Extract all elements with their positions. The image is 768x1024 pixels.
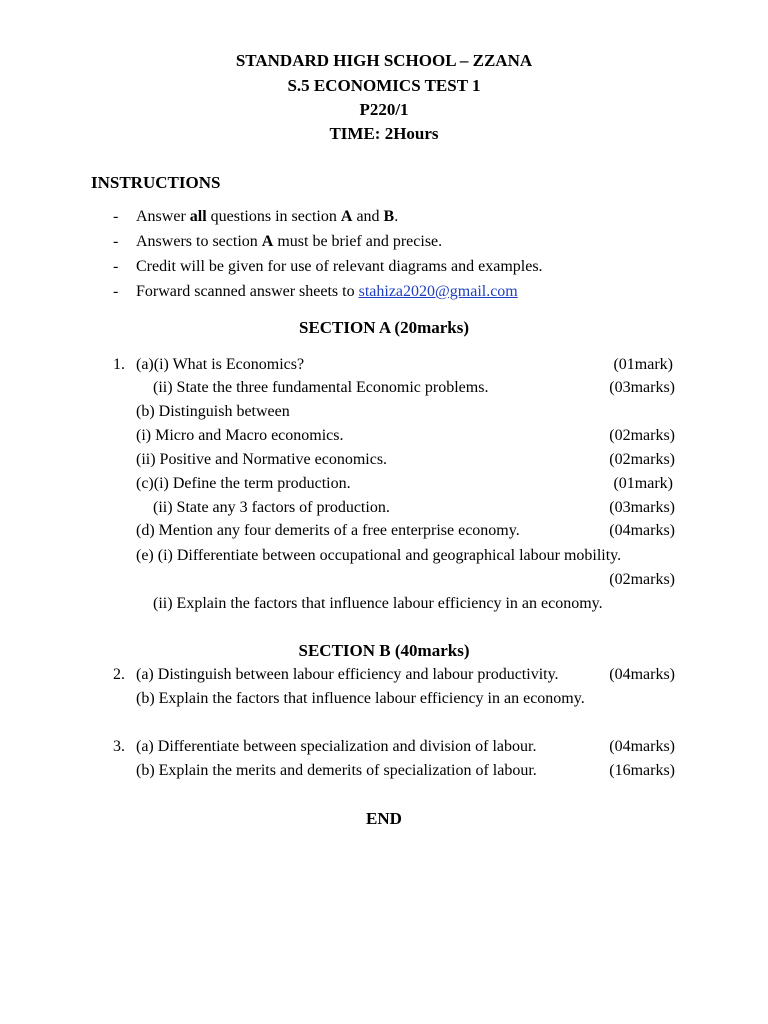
bullet-dash: - xyxy=(113,233,119,250)
question-3b: (b) Explain the merits and demerits of specialization of labour. xyxy=(136,762,537,779)
marks-1c-ii: (03marks) xyxy=(609,499,675,516)
question-3a: (a) Differentiate between specialization and division of labour. xyxy=(136,738,537,755)
marks-1b-i: (02marks) xyxy=(609,427,675,444)
question-1c-ii: (ii) State any 3 factors of production. xyxy=(153,499,390,516)
section-b-heading: SECTION B (40marks) xyxy=(298,641,470,660)
marks-1c-i: (01mark) xyxy=(613,475,673,492)
marks-3b: (16marks) xyxy=(609,762,675,779)
marks-1e-i: (02marks) xyxy=(609,571,675,588)
marks-3a: (04marks) xyxy=(609,738,675,755)
question-2a: (a) Distinguish between labour efficiency and labour productivity. xyxy=(136,666,559,683)
marks-2a: (04marks) xyxy=(609,666,675,683)
instruction-4: Forward scanned answer sheets to stahiza2020@gmail.com xyxy=(136,283,518,300)
instruction-1: Answer all questions in section A and B. xyxy=(136,208,399,225)
question-1a-ii: (ii) State the three fundamental Economic problems. xyxy=(153,379,489,396)
question-number: 1. xyxy=(113,356,125,373)
section-a-heading: SECTION A (20marks) xyxy=(298,318,470,337)
marks-1a-ii: (03marks) xyxy=(609,379,675,396)
marks-1d: (04marks) xyxy=(609,522,675,539)
question-1e-ii: (ii) Explain the factors that influence labour efficiency in an economy. xyxy=(153,595,603,612)
bullet-dash: - xyxy=(113,208,119,225)
question-2b: (b) Explain the factors that influence labour efficiency in an economy. xyxy=(136,690,585,707)
instruction-3: Credit will be given for use of relevant diagrams and examples. xyxy=(136,258,543,275)
instructions-heading: INSTRUCTIONS xyxy=(91,173,221,192)
bullet-dash: - xyxy=(113,258,119,275)
test-title: S.5 ECONOMICS TEST 1 xyxy=(287,76,481,95)
instruction-2: Answers to section A must be brief and precise. xyxy=(136,233,443,250)
time-allowed: TIME: 2Hours xyxy=(329,124,439,143)
question-1c-i: (c)(i) Define the term production. xyxy=(136,475,351,492)
paper-code: P220/1 xyxy=(359,100,409,119)
question-number: 2. xyxy=(113,666,125,683)
question-number: 3. xyxy=(113,738,125,755)
marks-1a-i: (01mark) xyxy=(613,356,673,373)
end-label: END xyxy=(366,809,402,828)
question-1d: (d) Mention any four demerits of a free enterprise economy. xyxy=(136,522,520,539)
question-1b-ii: (ii) Positive and Normative economics. xyxy=(136,451,388,468)
question-1a-i: (a)(i) What is Economics? xyxy=(136,356,305,373)
question-1e-i: (e) (i) Differentiate between occupational and geographical labour mobility. xyxy=(136,547,622,564)
question-1b-i: (i) Micro and Macro economics. xyxy=(136,427,344,444)
marks-1b-ii: (02marks) xyxy=(609,451,675,468)
bullet-dash: - xyxy=(113,283,119,300)
school-name: STANDARD HIGH SCHOOL – ZZANA xyxy=(235,51,533,70)
email-link[interactable]: stahiza2020@gmail.com xyxy=(358,283,518,300)
question-1b: (b) Distinguish between xyxy=(136,403,290,420)
